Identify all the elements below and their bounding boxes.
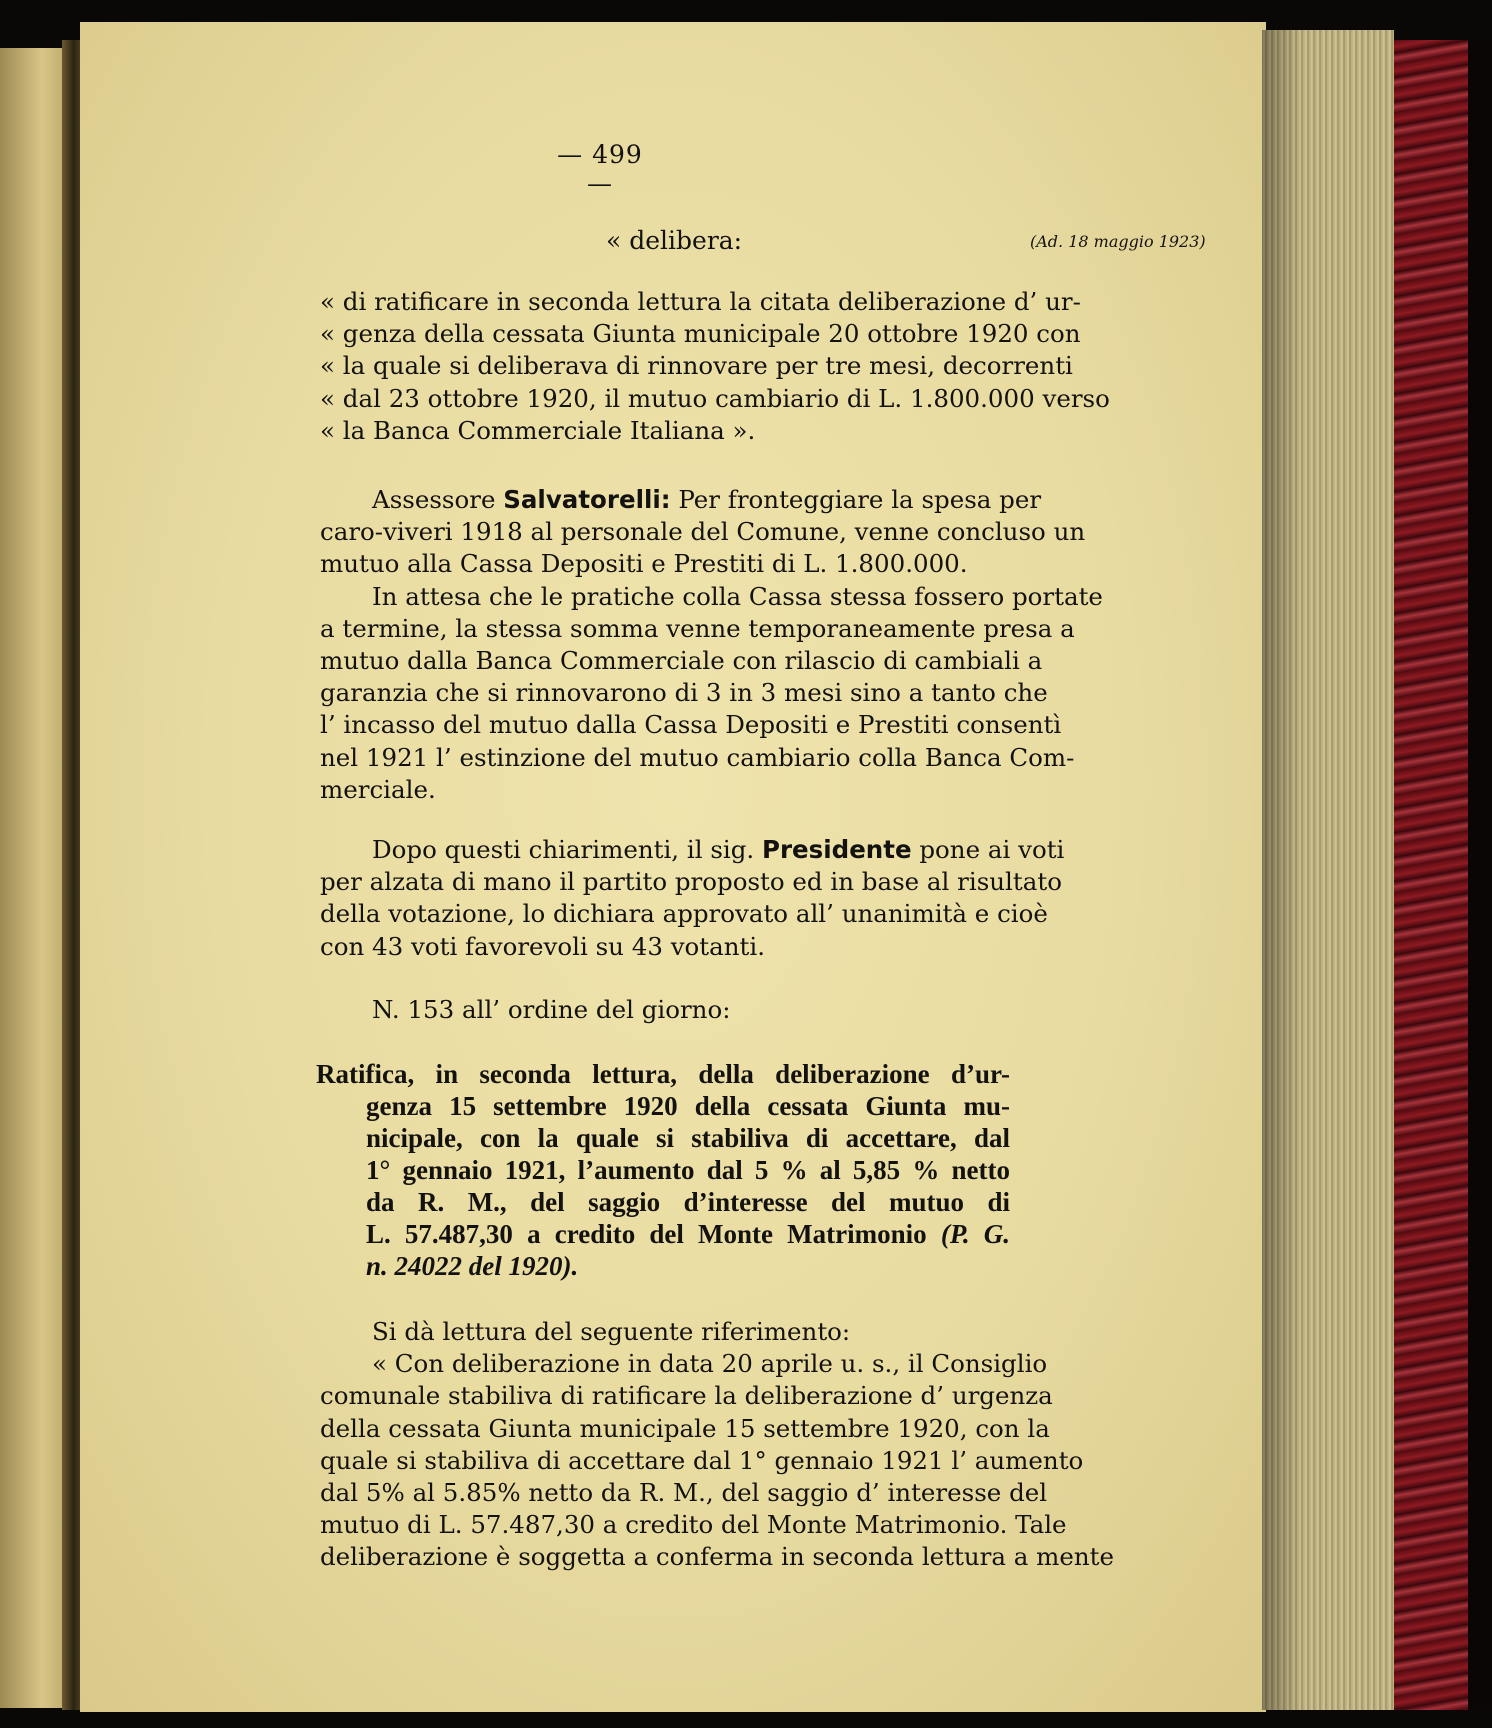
riferimento-line: mutuo di L. 57.487,30 a credito del Monte Matrimonio. Tale: [320, 1510, 1067, 1540]
title-line: genza 15 settembre 1920 della cessata Giunta mu-: [366, 1091, 1010, 1121]
deliberation-line: « la quale si deliberava di rinnovare per tre mesi, decorrenti: [320, 351, 1073, 381]
attesa-line: mutuo dalla Banca Commerciale con rilascio di cambiali a: [320, 646, 1043, 676]
margin-note: (Ad. 18 maggio 1923): [1030, 232, 1206, 251]
deliberation-line: « dal 23 ottobre 1920, il mutuo cambiario di L. 1.800.000 verso: [320, 383, 1110, 413]
title-line: L. 57.487,30 a credito del Monte Matrimonio: [366, 1219, 927, 1249]
riferimento-line: dal 5% al 5.85% netto da R. M., del saggio d’ interesse del: [320, 1478, 1048, 1508]
presidente-prefix: Dopo questi chiarimenti, il sig.: [372, 835, 755, 864]
deliberation-line: « di ratificare in seconda lettura la citata deliberazione d’ ur-: [320, 287, 1081, 316]
ordine-text: N. 153 all’ ordine del giorno:: [372, 995, 731, 1024]
presidente-first-rest: pone ai voti: [919, 835, 1065, 864]
cover-shadow: [1468, 40, 1492, 1710]
page-edge-shadow: [1262, 30, 1302, 1710]
deliberation-line: « genza della cessata Giunta municipale 20 ottobre 1920 con: [320, 319, 1081, 349]
assessore-prefix: Assessore: [372, 485, 496, 514]
ordine-line: [320, 994, 1014, 1026]
speaker-name: Presidente: [762, 835, 912, 864]
title-ref: (P. G.: [940, 1219, 1010, 1249]
book-cover-binding: [1394, 40, 1468, 1710]
presidente-line: con 43 voti favorevoli su 43 votanti.: [320, 931, 765, 961]
title-line: 1° gennaio 1921, l’aumento dal 5 % al 5,85 % netto: [366, 1155, 1010, 1185]
delibera-heading: « delibera:: [606, 226, 743, 255]
left-page-edge: [0, 48, 70, 1708]
presidente-line: della votazione, lo dichiara approvato all’ unanimità e cioè: [320, 899, 1048, 929]
attesa-line: a termine, la stessa somma venne temporaneamente presa a: [320, 613, 1075, 643]
riferimento-line: deliberazione è soggetta a conferma in seconda lettura a mente: [320, 1542, 1114, 1572]
title-line: Ratifica, in seconda lettura, della deliberazione d’ur-: [316, 1059, 1010, 1089]
riferimento-line: quale si stabiliva di accettare dal 1° gennaio 1921 l’ aumento: [320, 1445, 1084, 1475]
attesa-line: merciale.: [320, 774, 436, 804]
presidente-paragraph: [320, 834, 1065, 963]
riferimento-paragraph: [320, 1316, 1114, 1574]
deliberation-line: « la Banca Commerciale Italiana ».: [320, 415, 756, 445]
assessore-line: mutuo alla Cassa Depositi e Prestiti di L. 1.800.000.: [320, 549, 968, 579]
attesa-line: garanzia che si rinnovarono di 3 in 3 mesi sino a tanto che: [320, 678, 1048, 708]
title-ref-line: n. 24022 del 1920).: [366, 1251, 579, 1281]
assessore-paragraph: [320, 484, 1103, 806]
riferimento-line: « Con deliberazione in data 20 aprile u. s., il Consiglio: [372, 1349, 1048, 1379]
assessore-line: caro-viveri 1918 al personale del Comune, venne concluso un: [320, 517, 1086, 547]
attesa-line: l’ incasso del mutuo dalla Cassa Depositi e Prestiti consentì: [320, 710, 1062, 740]
attesa-line: nel 1921 l’ estinzione del mutuo cambiario colla Banca Com-: [320, 742, 1075, 772]
title-line-with-ref: [316, 1218, 1010, 1250]
deliberation-quote: [320, 286, 1110, 447]
assessore-first-rest: Per fronteggiare la spesa per: [678, 485, 1042, 514]
assessore-first-line: [320, 484, 1042, 516]
item-title: [316, 1058, 1010, 1282]
title-line: nicipale, con la quale si stabiliva di accettare, dal: [366, 1123, 1010, 1153]
speaker-name: Salvatorelli:: [503, 485, 671, 514]
presidente-line: per alzata di mano il partito proposto ed in base al risultato: [320, 867, 1062, 897]
riferimento-line: comunale stabiliva di ratificare la deliberazione d’ urgenza: [320, 1381, 1053, 1411]
page-number: — 499 —: [557, 140, 643, 198]
title-line: da R. M., del saggio d’interesse del mutuo di: [366, 1187, 1010, 1217]
presidente-first-line: [320, 834, 1065, 866]
riferimento-line: della cessata Giunta municipale 15 settembre 1920, con la: [320, 1413, 1050, 1443]
attesa-line: In attesa che le pratiche colla Cassa stessa fossero portate: [372, 581, 1103, 611]
lettura-line: Si dà lettura del seguente riferimento:: [372, 1317, 851, 1346]
